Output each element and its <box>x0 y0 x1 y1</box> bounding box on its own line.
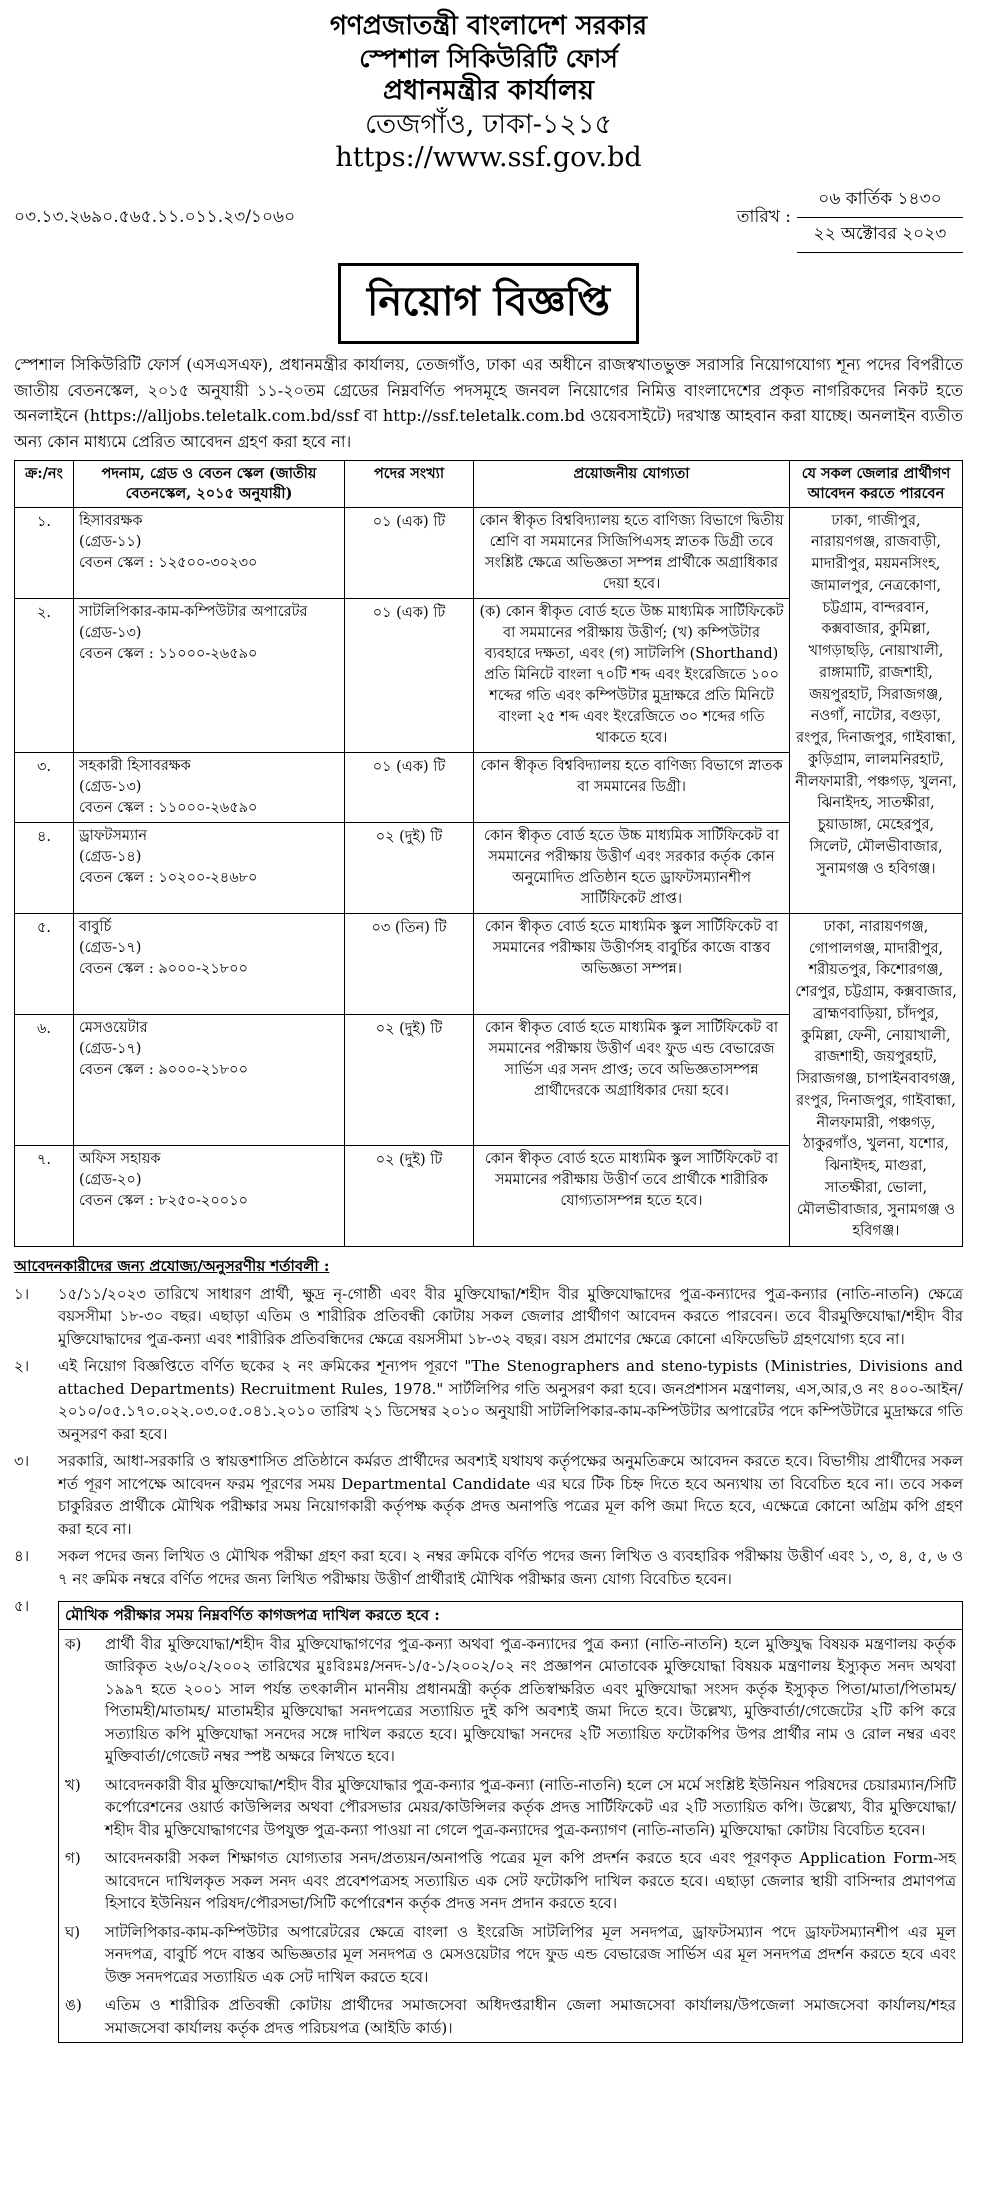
post-cell <box>74 913 345 1014</box>
post-scale: বেতন স্কেল : ১১০০০-২৬৫৯০ <box>79 799 258 816</box>
districts-group-1: ঢাকা, গাজীপুর, নারায়ণগঞ্জ, রাজবাড়ী, মাদারীপুর, ময়মনসিংহ, জামালপুর, নেত্রকোণা, চট্টগ্রাম, বান্দরবান, কক্সবাজার, কুমিল্লা, খাগড়াছড়ি, নোয়াখালী, রাঙ্গামাটি, রাজশাহী, জয়পুরহাট, সিরাজগঞ্জ, নওগাঁ, নাটোর, বগুড়া, রংপুর, দিনাজপুর, গাইবান্ধা, কুড়িগ্রাম, লালমনিরহাট, নীলফামারী, পঞ্চগড়, খুলনা, ঝিনাইদহ, সাতক্ষীরা, চুয়াডাঙ্গা, মেহেরপুর, সিলেট, মৌলভীবাজার, সুনামগঞ্জ ও হবিগঞ্জ। <box>790 507 963 913</box>
post-grade: (গ্রেড-১৩) <box>79 624 142 641</box>
post-grade: (গ্রেড-১৪) <box>79 848 142 865</box>
row-serial: ৫. <box>15 913 74 1014</box>
conditions-section <box>14 1255 963 2043</box>
condition-number: ৩। <box>14 1452 30 1471</box>
condition-text: ১৫/১১/২০২৩ তারিখে সাধারণ প্রার্থী, ক্ষুদ্র নৃ-গোষ্ঠী এবং বীর মুক্তিযোদ্ধা/শহীদ বীর মুক্তিযোদ্ধাদের পুত্র-কন্যাদের পুত্র-কন্যার (নাতি-নাতনি) ক্ষেত্রে বয়সসীমা ১৮-৩০ বছর। এছাড়া এতিম ও শারীরিক প্রতিবন্ধী কোটায় সকল জেলার প্রার্থীগণ আবেদন করতে পারবেন। তবে বীরমুক্তিযোদ্ধা/শহীদ বীর মুক্তিযোদ্ধাদের পুত্র-কন্যা এবং শারীরিক প্রতিবন্ধিদের ক্ষেত্রে বয়সসীমা ১৮-৩২ বছর। বয়স প্রমাণের ক্ষেত্রে কোনো এফিডেভিট গ্রহণযোগ্য হবে না। <box>58 1284 963 1348</box>
post-name: অফিস সহায়ক <box>79 1151 161 1168</box>
office-name: প্রধানমন্ত্রীর কার্যালয় <box>382 74 595 106</box>
document-item <box>59 1844 962 1918</box>
post-grade: (গ্রেড-২০) <box>79 1172 142 1189</box>
document-item <box>59 1918 962 1992</box>
post-scale: বেতন স্কেল : ৯০০০-২১৮০০ <box>79 1061 249 1078</box>
post-count: ০২ (দুই) টি <box>345 1014 474 1145</box>
document-item <box>59 1991 962 2042</box>
condition-number: ১। <box>14 1284 30 1303</box>
condition-text: এই নিয়োগ বিজ্ঞপ্তিতে বর্ণিত ছকের ২ নং ক্রমিকের শূন্যপদ পূরণে "The Stenographers and steno-typists (Ministries, Divisions and attached Departments) Recruitment Rules, 1978." সার্টলিপির গতি অনুসরণ করা হবে। জনপ্রশাসন মন্ত্রণালয়, এস,আর,ও নং ৪০০-আইন/২০১০/০৫.১৭০.০২২.০৩.০৫.০৪১.২০১০ তারিখ ২১ ডিসেম্বর ২০১০ অনুযায়ী সাটলিপিকার-কাম-কম্পিউটার অপারেটর পদে কম্পিউটারে মুদ্রাক্ষরে গতি অনুসরণ করা হবে। <box>58 1357 963 1443</box>
post-qualification: কোন স্বীকৃত বোর্ড হতে মাধ্যমিক স্কুল সার্টিফিকেট বা সমমানের পরীক্ষায় উত্তীর্ণসহ বাবুর্চির কাজে বাস্তব অভিজ্ঞতা সম্পন্ন। <box>474 913 790 1014</box>
post-qualification: কোন স্বীকৃত বোর্ড হতে উচ্চ মাধ্যমিক সার্টিফিকেট বা সমমানের পরীক্ষায় উত্তীর্ণ এবং সরকার কর্তৃক কোন অনুমোদিত প্রতিষ্ঠান হতে ড্রাফটসম্যানশীপ সার্টিফিকেট প্রাপ্ত। <box>474 822 790 913</box>
table-row <box>15 507 963 598</box>
row-serial: ২. <box>15 598 74 752</box>
conditions-title: আবেদনকারীদের জন্য প্রযোজ্য/অনুসরণীয় শর্তাবলী : <box>14 1257 330 1276</box>
office-header <box>14 0 963 175</box>
post-qualification: কোন স্বীকৃত বোর্ড হতে মাধ্যমিক স্কুল সার্টিফিকেট বা সমমানের পরীক্ষায় উত্তীর্ণ তবে প্রার্থীকে শারীরিক যোগ্যতাসম্পন্ন হতে হবে। <box>474 1146 790 1247</box>
table-row <box>15 913 963 1014</box>
post-cell <box>74 752 345 822</box>
post-scale: বেতন স্কেল : ১০২০০-২৪৬৮০ <box>79 869 258 886</box>
post-name: ড্রাফটসম্যান <box>79 827 148 844</box>
post-cell <box>74 507 345 598</box>
col-header-qualification: প্রয়োজনীয় যোগ্যতা <box>474 461 790 507</box>
document-item-label: ঙ) <box>65 1996 82 2015</box>
document-item <box>59 1630 962 1771</box>
document-item-text: সাটলিপিকার-কাম-কম্পিউটার অপারেটরের ক্ষেত্রে বাংলা ও ইংরেজি সাটলিপির মূল সনদপত্র, ড্রাফটসম্যান পদে ড্রাফটসম্যানশীপ এর মূল সনদপত্র, বাবুর্চি পদে বাস্তব অভিজ্ঞতার মূল সনদপত্র ও মেসওয়েটার পদে ফুড এন্ড বেভারেজ সার্ভিস এর মূল সনদপত্র প্রদর্শন করতে হবে এবং উক্ত সনদপত্রের সত্যায়িত এক সেট দাখিল করতে হবে। <box>105 1922 956 1986</box>
post-grade: (গ্রেড-১৩) <box>79 778 142 795</box>
post-count: ০৩ (তিন) টি <box>345 913 474 1014</box>
post-name: বাবুর্চি <box>79 918 112 935</box>
post-count: ০১ (এক) টি <box>345 752 474 822</box>
condition-number: ৪। <box>14 1547 30 1566</box>
condition-item-documents <box>14 1595 963 2043</box>
post-cell <box>74 1014 345 1145</box>
post-grade: (গ্রেড-১৭) <box>79 939 142 956</box>
document-item-label: ঘ) <box>65 1922 81 1941</box>
post-scale: বেতন স্কেল : ৮২৫০-২০০১০ <box>79 1193 249 1210</box>
condition-item <box>14 1283 963 1351</box>
office-address: তেজগাঁও, ঢাকা-১২১৫ <box>365 108 612 140</box>
post-scale: বেতন স্কেল : ১২৫০০-৩০২৩০ <box>79 554 258 571</box>
post-grade: (গ্রেড-১৭) <box>79 1040 142 1057</box>
row-serial: ১. <box>15 507 74 598</box>
post-count: ০২ (দুই) টি <box>345 822 474 913</box>
condition-item <box>14 1450 963 1540</box>
row-serial: ৪. <box>15 822 74 913</box>
post-name: সাটলিপিকার-কাম-কম্পিউটার অপারেটর <box>79 603 308 620</box>
post-name: হিসাবরক্ষক <box>79 512 143 529</box>
page-title: নিয়োগ বিজ্ঞপ্তি <box>338 263 639 344</box>
col-header-post: পদনাম, গ্রেড ও বেতন স্কেল (জাতীয় বেতনস্কেল, ২০১৫ অনুযায়ী) <box>74 461 345 507</box>
post-cell <box>74 822 345 913</box>
table-header-row <box>15 461 963 507</box>
organization-name: স্পেশাল সিকিউরিটি ফোর্স <box>359 43 618 73</box>
memo-number: ০৩.১৩.২৬৯০.৫৬৫.১১.০১১.২৩/১০৬০ <box>14 207 296 227</box>
condition-number: ২। <box>14 1357 30 1376</box>
post-qualification: কোন স্বীকৃত বোর্ড হতে মাধ্যমিক স্কুল সার্টিফিকেট বা সমমানের পরীক্ষায় উত্তীর্ণ এবং ফুড এন্ড বেভারেজ সার্ভিস এর সনদ প্রাপ্ত; তবে অভিজ্ঞতাসম্পন্ন প্রার্থীদেরকে অগ্রাধিকার দেয়া হবে। <box>474 1014 790 1145</box>
condition-text: সকল পদের জন্য লিখিত ও মৌখিক পরীক্ষা গ্রহণ করা হবে। ২ নম্বর ক্রমিকে বর্ণিত পদের জন্য লিখিত ও ব্যবহারিক পরীক্ষায় উত্তীর্ণ এবং ১, ৩, ৪, ৫, ৬ ও ৭ নং ক্রমিক নম্বরে বর্ণিত পদের জন্য লিখিত পরীক্ষায় উত্তীর্ণ প্রার্থীরাই মৌখিক পরীক্ষার জন্য যোগ্য বিবেচিত হবেন। <box>58 1547 963 1588</box>
document-item <box>59 1771 962 1845</box>
post-qualification: (ক) কোন স্বীকৃত বোর্ড হতে উচ্চ মাধ্যমিক সার্টিফিকেট বা সমমানের পরীক্ষায় উত্তীর্ণ; (খ) কম্পিউটার ব্যবহারে দক্ষতা, এবং (গ) সাটলিপি (Shorthand) প্রতি মিনিটে বাংলা ৭০টি শব্দ এবং ইংরেজিতে ১০০ শব্দের গতি এবং কম্পিউটার মুদ্রাক্ষরে প্রতি মিনিটে বাংলা ২৫ শব্দ এবং ইংরেজিতে ৩০ শব্দের গতি থাকতে হবে। <box>474 598 790 752</box>
post-scale: বেতন স্কেল : ৯০০০-২১৮০০ <box>79 960 249 977</box>
condition-item <box>14 1355 963 1445</box>
post-count: ০২ (দুই) টি <box>345 1146 474 1247</box>
post-scale: বেতন স্কেল : ১১০০০-২৬৫৯০ <box>79 645 258 662</box>
post-qualification: কোন স্বীকৃত বিশ্ববিদ্যালয় হতে বাণিজ্য বিভাগে দ্বিতীয় শ্রেণি বা সমমানের সিজিপিএসহ স্নাতক ডিগ্রী তবে সংশ্লিষ্ট ক্ষেত্রে অভিজ্ঞতা সম্পন্ন প্রার্থীকে অগ্রাধিকার দেয়া হবে। <box>474 507 790 598</box>
intro-paragraph: স্পেশাল সিকিউরিটি ফোর্স (এসএসএফ), প্রধানমন্ত্রীর কার্যালয়, তেজগাঁও, ঢাকা এর অধীনে রাজস্বখাতভুক্ত সরাসরি নিয়োগযোগ্য শূন্য পদের বিপরীতে জাতীয় বেতনস্কেল, ২০১৫ অনুযায়ী ১১-২০তম গ্রেডের নিম্নবর্ণিত পদসমূহে জনবল নিয়োগের নিমিত্ত বাংলাদেশের প্রকৃত নাগরিকদের নিকট হতে অনলাইনে (https://alljobs.teletalk.com.bd/ssf বা http://ssf.teletalk.com.bd ওয়েবসাইটে) দরখাস্ত আহবান করা যাচ্ছে। অনলাইন ব্যতীত অন্য কোন মাধ্যমে প্রেরিত আবেদন গ্রহণ করা হবে না। <box>14 355 963 451</box>
document-item-label: খ) <box>65 1775 81 1794</box>
memo-row <box>14 183 963 253</box>
date-bangla: ০৬ কার্তিক ১৪৩০ <box>797 183 963 218</box>
date-english: ২২ অক্টোবর ২০২৩ <box>797 218 963 253</box>
document-item-text: এতিম ও শারীরিক প্রতিবন্ধী কোটায় প্রার্থীদের সমাজসেবা অধিদপ্তরাধীন জেলা সমাজসেবা কার্যালয়/উপজেলা সমাজসেবা কার্যালয়/শহর সমাজসেবা কার্যালয় কর্তৃক প্রদত্ত পরিচয়পত্র (আইডি কার্ড)। <box>105 1996 956 2037</box>
document-item-label: গ) <box>65 1849 81 1868</box>
document-item-text: প্রার্থী বীর মুক্তিযোদ্ধা/শহীদ বীর মুক্তিযোদ্ধাগণের পুত্র-কন্যা অথবা পুত্র-কন্যাদের পুত্র কন্যা (নাতি-নাতনি) হলে মুক্তিযুদ্ধ বিষয়ক মন্ত্রণালয় কর্তৃক জারিকৃত ২৬/০২/২০০২ তারিখের মুঃবিঃমঃ/সনদ-১/৫-১/২০০২/০২ নং প্রজ্ঞাপন মোতাবেক মুক্তিযোদ্ধা বিষয়ক মন্ত্রণালয় ইস্যুকৃত সনদ অথবা ১৯৯৭ হতে ২০০১ সাল পর্যন্ত তৎকালীন মাননীয় প্রধানমন্ত্রী কর্তৃক প্রতিস্বাক্ষরিত এবং মুক্তিযোদ্ধা সংসদ কর্তৃক ইস্যুকৃত পিতা/মাতা/পিতামহ/পিতামহী/মাতামহ/ মাতামহীর মুক্তিযোদ্ধা সনদপত্রের সত্যায়িত দুই কপি অবশ্যই জমা দিতে হবে। উল্লেখ্য, মুক্তিবার্তা/গেজেটের ২টি কপি করে সত্যায়িত কপি মুক্তিযোদ্ধা সনদের সঙ্গে দাখিল করতে হবে। মুক্তিযোদ্ধা সনদের ২টি সত্যায়িত ফটোকপির উপর প্রার্থীর নাম ও রোল নম্বর এবং মুক্তিবার্তা/গেজেট নম্বর স্পষ্ট অক্ষরে লিখতে হবে। <box>105 1634 956 1766</box>
post-name: সহকারী হিসাবরক্ষক <box>79 757 191 774</box>
condition-number: ৫। <box>14 1597 30 1616</box>
govt-name: গণপ্রজাতন্ত্রী বাংলাদেশ সরকার <box>329 11 648 41</box>
documents-title: মৌখিক পরীক্ষার সময় নিম্নবর্ণিত কাগজপত্র দাখিল করতে হবে : <box>59 1602 962 1630</box>
website-link[interactable]: https://www.ssf.gov.bd <box>335 142 642 174</box>
condition-item <box>14 1545 963 1590</box>
row-serial: ৩. <box>15 752 74 822</box>
col-header-districts: যে সকল জেলার প্রার্থীগণ আবেদন করতে পারবেন <box>790 461 963 507</box>
col-header-count: পদের সংখ্যা <box>345 461 474 507</box>
vacancy-table <box>14 460 963 1247</box>
post-cell <box>74 1146 345 1247</box>
post-count: ০১ (এক) টি <box>345 598 474 752</box>
post-cell <box>74 598 345 752</box>
condition-text: সরকারি, আধা-সরকারি ও স্বায়ত্তশাসিত প্রতিষ্ঠানে কর্মরত প্রার্থীদের অবশ্যই যথাযথ কর্তৃপক্ষের অনুমতিক্রমে আবেদন করতে হবে। বিভাগীয় প্রার্থীদের সকল শর্ত পূরণ সাপেক্ষে আবেদন ফরম পূরণের সময় Departmental Candidate এর ঘরে টিক চিহ্ন দিতে হবে অন্যথায় তা বিবেচিত হবে না। তবে সকল চাকুরিরত প্রার্থীকে মৌখিক পরীক্ষার সময় নিয়োগকারী কর্তৃপক্ষ কর্তৃক প্রদত্ত অনাপত্তি পত্রের মূল কপি জমা দিতে হবে, এক্ষেত্রে কোনো অগ্রিম কপি গ্রহণ করা হবে না। <box>58 1452 963 1538</box>
districts-group-2: ঢাকা, নারায়ণগঞ্জ, গোপালগঞ্জ, মাদারীপুর, শরীয়তপুর, কিশোরগঞ্জ, শেরপুর, চট্টগ্রাম, কক্সবাজার, ব্রাহ্মণবাড়িয়া, চাঁদপুর, কুমিল্লা, ফেনী, নোয়াখালী, রাজশাহী, জয়পুরহাট, সিরাজগঞ্জ, চাপাইনবাবগঞ্জ, রংপুর, দিনাজপুর, গাইবান্ধা, নীলফামারী, পঞ্চগড়, ঠাকুরগাঁও, খুলনা, যশোর, ঝিনাইদহ, মাগুরা, সাতক্ষীরা, ভোলা, মৌলভীবাজার, সুনামগঞ্জ ও হবিগঞ্জ। <box>790 913 963 1246</box>
date-block <box>737 183 963 253</box>
date-label: তারিখ : <box>736 207 791 227</box>
post-grade: (গ্রেড-১১) <box>79 533 142 550</box>
col-header-sl: ক্র:/নং <box>15 461 74 507</box>
documents-box <box>58 1601 963 2043</box>
row-serial: ৭. <box>15 1146 74 1247</box>
document-item-label: ক) <box>65 1634 82 1653</box>
post-name: মেসওয়েটার <box>79 1019 148 1036</box>
post-count: ০১ (এক) টি <box>345 507 474 598</box>
post-qualification: কোন স্বীকৃত বিশ্ববিদ্যালয় হতে বাণিজ্য বিভাগে স্নাতক বা সমমানের ডিগ্রী। <box>474 752 790 822</box>
document-item-text: আবেদনকারী সকল শিক্ষাগত যোগ্যতার সনদ/প্রত্যয়ন/অনাপত্তি পত্রের মূল কপি প্রদর্শন করতে হবে এবং পূরণকৃত Application Form-সহ আবেদনে দাখিলকৃত সকল সনদ এবং প্রবেশপত্রসহ সত্যায়িত এক সেট ফটোকপি দাখিল করতে হবে। এছাড়া জেলার স্থায়ী বাসিন্দার প্রমাণপত্র হিসাবে ইউনিয়ন পরিষদ/পৌরসভা/সিটি কর্পোরেশন কর্তৃক প্রদত্ত সনদ প্রদান করতে হবে। <box>105 1849 956 1913</box>
row-serial: ৬. <box>15 1014 74 1145</box>
document-item-text: আবেদনকারী বীর মুক্তিযোদ্ধা/শহীদ বীর মুক্তিযোদ্ধার পুত্র-কন্যার পুত্র-কন্যা (নাতি-নাতনি) হলে সে মর্মে সংশ্লিষ্ট ইউনিয়ন পরিষদের চেয়ারম্যান/সিটি কর্পোরেশনের ওয়ার্ড কাউন্সিলর অথবা পৌরসভার মেয়র/কাউন্সিলর কর্তৃক প্রদত্ত সার্টিফিকেট এর ২টি সত্যায়িত কপি। উল্লেখ্য, বীর মুক্তিযোদ্ধা/শহীদ বীর মুক্তিযোদ্ধাগণের উপযুক্ত পুত্র-কন্যা পাওয়া না গেলে পুত্র-কন্যাদের পুত্র-কন্যাগণ (নাতি-নাতনি) মুক্তিযোদ্ধা কোটায় বিবেচিত হবেন। <box>105 1775 956 1839</box>
